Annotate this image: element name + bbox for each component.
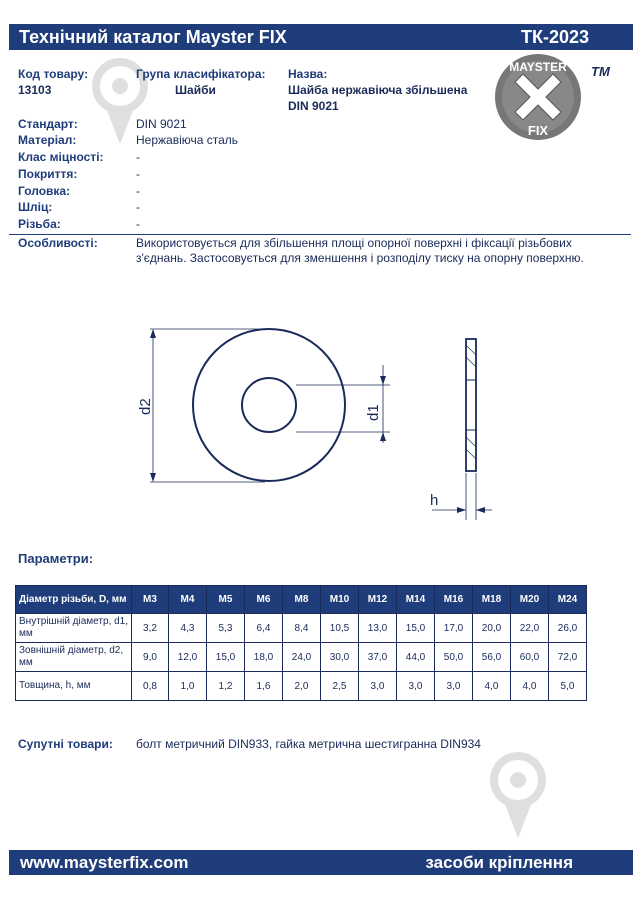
- table-cell: 15,0: [397, 614, 435, 643]
- table-cell: 26,0: [549, 614, 587, 643]
- spec-coating-label: Покриття:: [18, 167, 78, 181]
- params-header-row: [16, 586, 587, 614]
- row-label-thickness: Товщина, h, мм: [16, 672, 132, 701]
- table-cell: 18,0: [245, 643, 283, 672]
- group-label: Група класифікатора:: [136, 67, 266, 81]
- spec-head-value: -: [136, 184, 140, 198]
- product-code-value: 13103: [18, 83, 52, 97]
- params-header-cell: M6: [245, 586, 283, 614]
- table-cell: 72,0: [549, 643, 587, 672]
- params-header-cell: M20: [511, 586, 549, 614]
- table-cell: 3,0: [397, 672, 435, 701]
- params-title: Параметри:: [18, 551, 94, 566]
- related-value: болт метричний DIN933, гайка метрична шестигранна DIN934: [136, 737, 481, 751]
- table-cell: 60,0: [511, 643, 549, 672]
- logo-top-text: MAYSTER: [509, 60, 567, 74]
- table-cell: 56,0: [473, 643, 511, 672]
- spec-thread-label: Різьба:: [18, 217, 61, 231]
- params-header-cell: M3: [132, 586, 169, 614]
- table-cell: 1,2: [207, 672, 245, 701]
- table-cell: 0,8: [132, 672, 169, 701]
- h-label: h: [430, 492, 439, 509]
- table-cell: 9,0: [132, 643, 169, 672]
- table-cell: 24,0: [283, 643, 321, 672]
- table-cell: 5,0: [549, 672, 587, 701]
- spec-coating-value: -: [136, 167, 140, 181]
- row-label-outer-diameter: Зовнішній діаметр, d2, мм: [16, 643, 132, 672]
- spec-standard-value: DIN 9021: [136, 117, 187, 131]
- spec-strength-value: -: [136, 150, 140, 164]
- d2-label: d2: [137, 398, 154, 415]
- table-cell: 5,3: [207, 614, 245, 643]
- name-label: Назва:: [288, 67, 328, 81]
- spec-material-value: Нержавіюча сталь: [136, 133, 239, 147]
- table-cell: 50,0: [435, 643, 473, 672]
- name-line-2: DIN 9021: [288, 99, 339, 113]
- table-cell: 1,0: [169, 672, 207, 701]
- table-cell: 6,4: [245, 614, 283, 643]
- table-cell: 20,0: [473, 614, 511, 643]
- d1-label: d1: [365, 404, 382, 421]
- spec-slot-value: -: [136, 200, 140, 214]
- params-header-cell: M10: [321, 586, 359, 614]
- group-value: Шайби: [175, 83, 216, 97]
- params-header-cell: M14: [397, 586, 435, 614]
- product-code-label: Код товару:: [18, 67, 89, 81]
- footer-tagline: засоби кріплення: [425, 853, 573, 872]
- params-header-cell: M18: [473, 586, 511, 614]
- table-cell: 4,0: [473, 672, 511, 701]
- table-row: [16, 643, 587, 672]
- table-row: [16, 614, 587, 643]
- table-cell: 2,0: [283, 672, 321, 701]
- table-cell: 44,0: [397, 643, 435, 672]
- mayster-fix-logo-icon: [493, 52, 583, 142]
- table-cell: 22,0: [511, 614, 549, 643]
- params-header-cell: M4: [169, 586, 207, 614]
- params-table: [15, 585, 587, 701]
- table-cell: 15,0: [207, 643, 245, 672]
- params-header-cell: M16: [435, 586, 473, 614]
- related-label: Супутні товари:: [18, 737, 113, 751]
- table-row: [16, 672, 587, 701]
- table-cell: 17,0: [435, 614, 473, 643]
- washer-drawing: [120, 325, 500, 525]
- table-cell: 3,2: [132, 614, 169, 643]
- table-cell: 2,5: [321, 672, 359, 701]
- params-header-cell: Діаметр різьби, D, мм: [16, 586, 132, 614]
- spec-strength-label: Клас міцності:: [18, 150, 104, 164]
- trademark-mark: TM: [591, 64, 610, 79]
- params-header-cell: M8: [283, 586, 321, 614]
- spec-thread-value: -: [136, 217, 140, 231]
- spec-head-label: Головка:: [18, 184, 71, 198]
- table-cell: 12,0: [169, 643, 207, 672]
- section-divider: [9, 234, 631, 235]
- table-cell: 3,0: [359, 672, 397, 701]
- spec-standard-label: Стандарт:: [18, 117, 78, 131]
- table-cell: 3,0: [435, 672, 473, 701]
- params-header-cell: M12: [359, 586, 397, 614]
- name-line-1: Шайба нержавіюча збільшена: [288, 83, 468, 97]
- header-bar: [9, 24, 633, 50]
- row-label-inner-diameter: Внутрішній діаметр, d1, мм: [16, 614, 132, 643]
- spec-material-label: Матеріал:: [18, 133, 77, 147]
- catalog-title: Технічний каталог Mayster FIX: [19, 27, 287, 47]
- params-header-cell: M24: [549, 586, 587, 614]
- features-label: Особливості:: [18, 236, 98, 250]
- catalog-code: ТК-2023: [520, 27, 589, 47]
- spec-slot-label: Шліц:: [18, 200, 53, 214]
- table-cell: 13,0: [359, 614, 397, 643]
- table-cell: 10,5: [321, 614, 359, 643]
- footer-bar: [9, 850, 633, 875]
- table-cell: 4,3: [169, 614, 207, 643]
- table-cell: 30,0: [321, 643, 359, 672]
- watermark-bottom-icon: [490, 752, 546, 842]
- table-cell: 1,6: [245, 672, 283, 701]
- logo-bottom-text: FIX: [527, 123, 549, 138]
- table-cell: 37,0: [359, 643, 397, 672]
- features-text: Використовується для збільшення площі опорної поверхні і фіксації різьбових з'єднань. Застосовується для зменшення і розподілу тиску на опорну поверхню.: [136, 236, 584, 265]
- params-header-cell: M5: [207, 586, 245, 614]
- table-cell: 8,4: [283, 614, 321, 643]
- table-cell: 4,0: [511, 672, 549, 701]
- website-link[interactable]: www.maysterfix.com: [20, 853, 189, 872]
